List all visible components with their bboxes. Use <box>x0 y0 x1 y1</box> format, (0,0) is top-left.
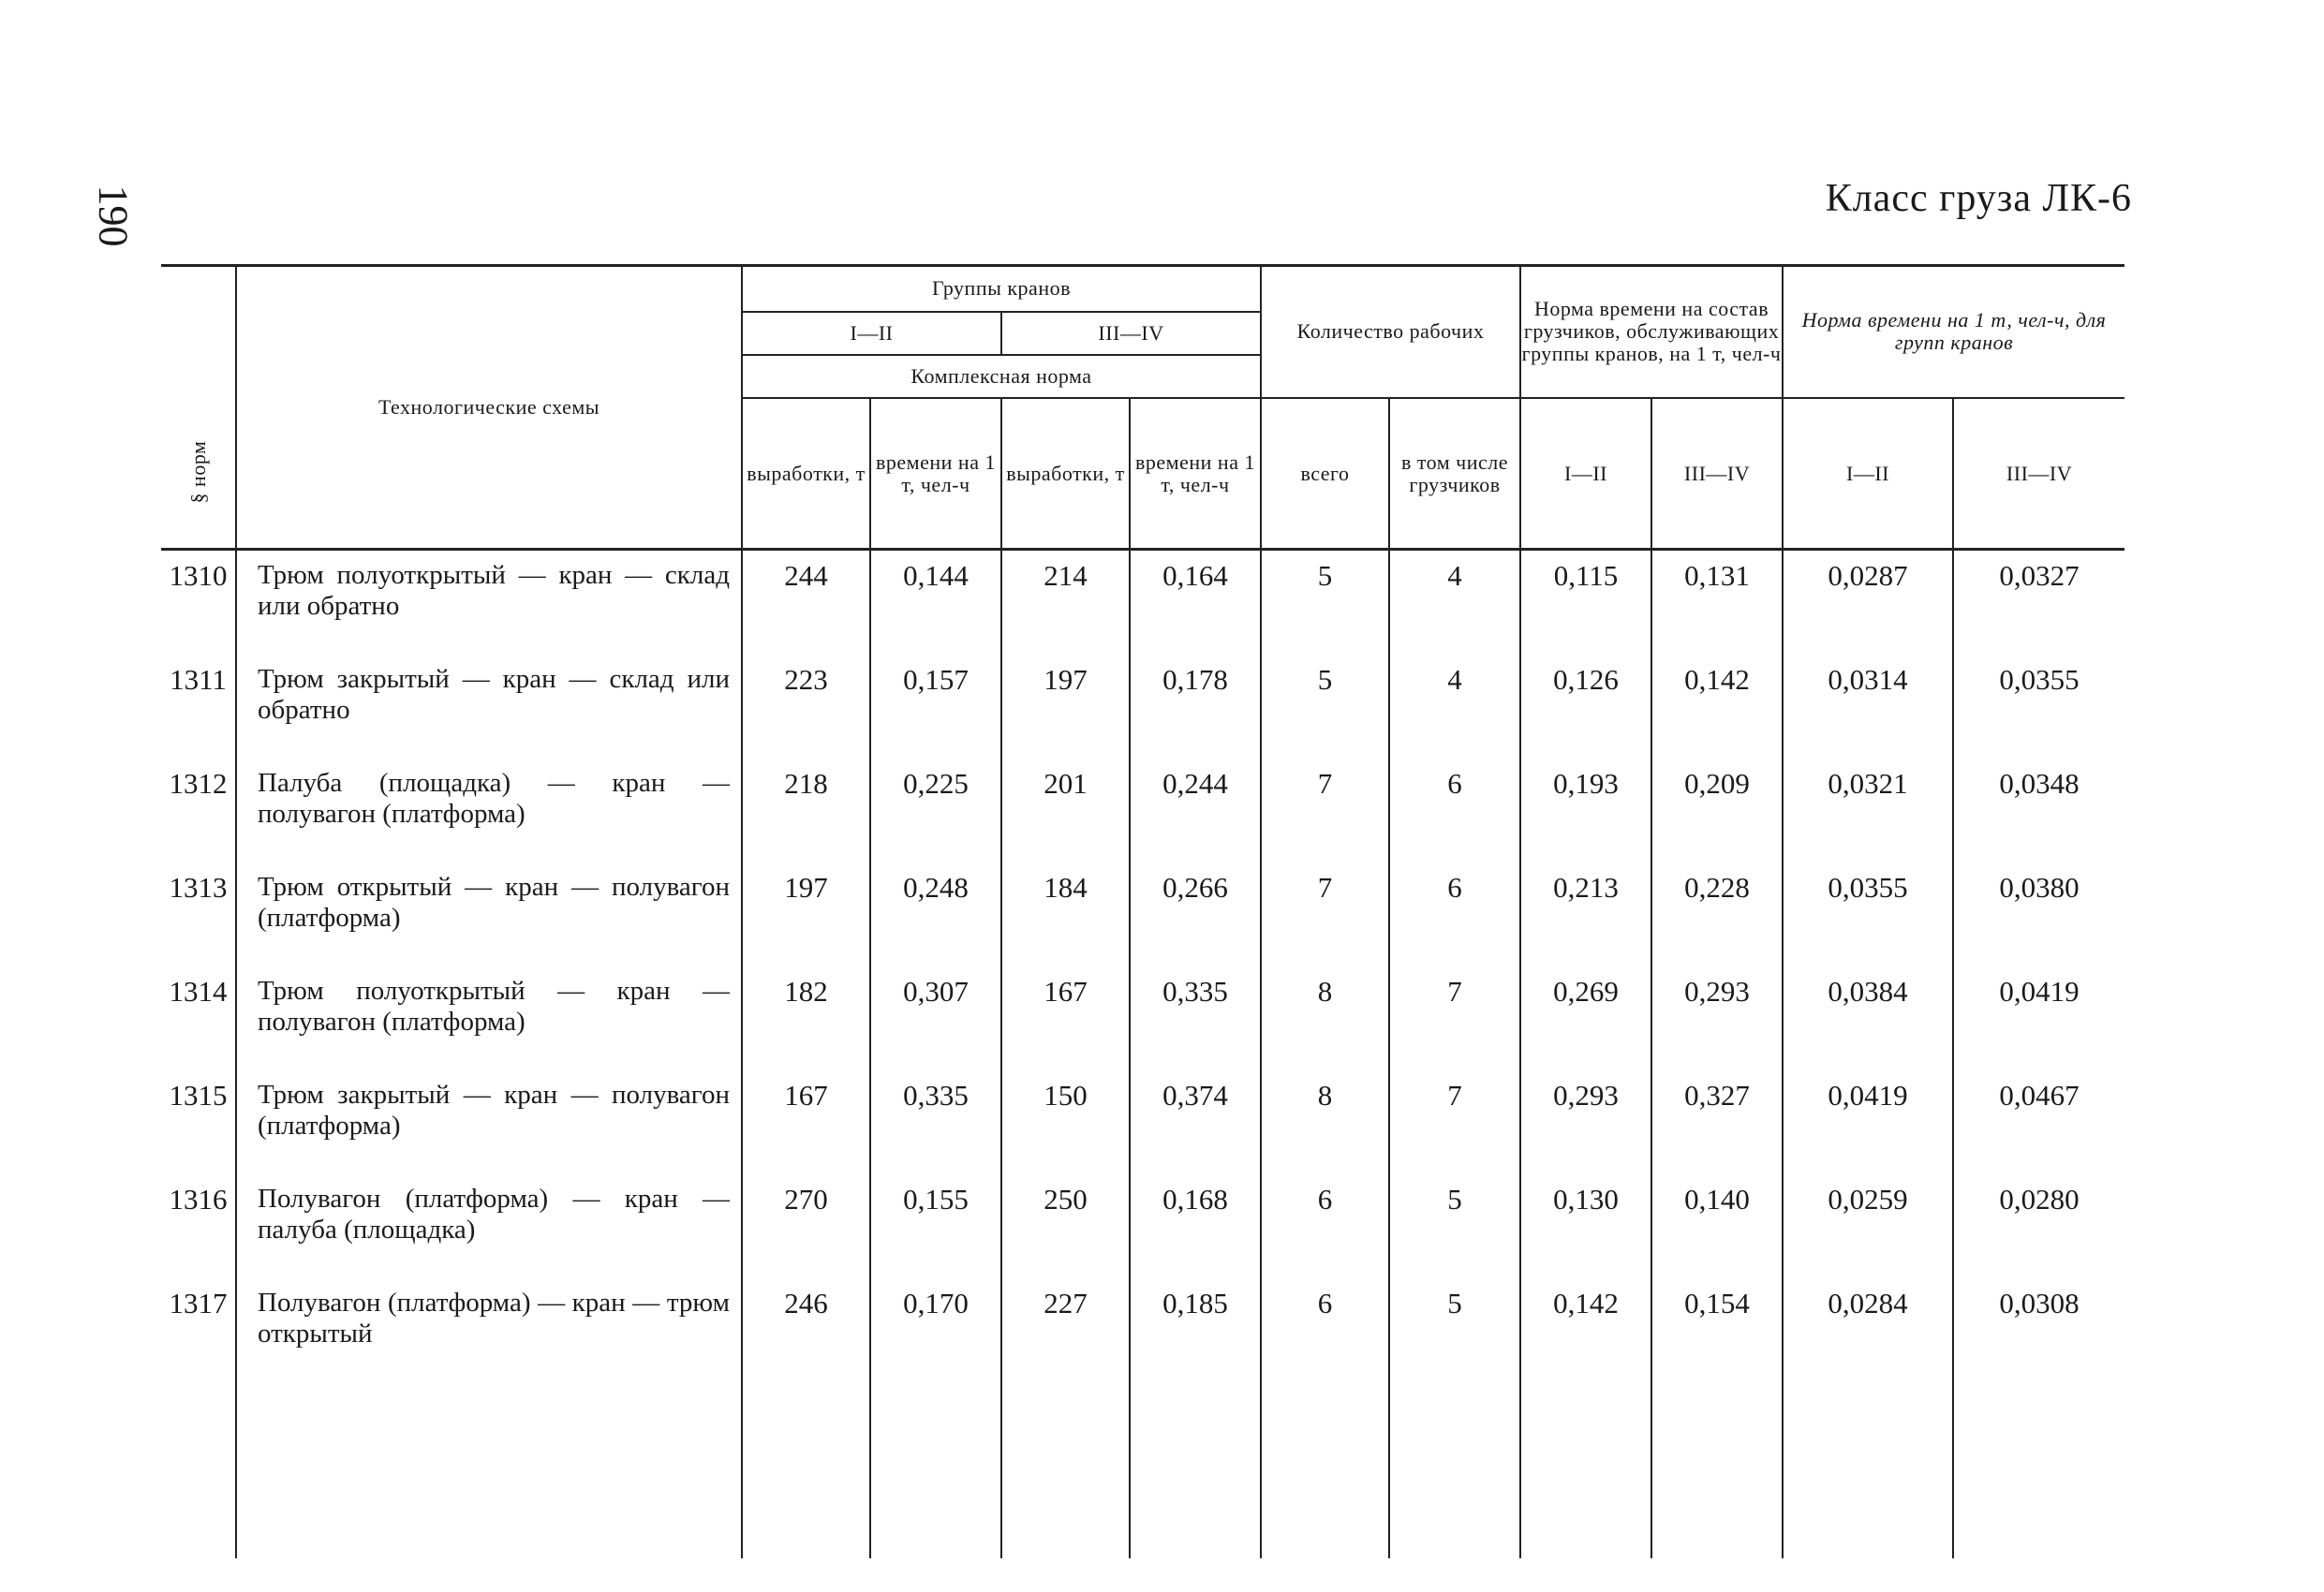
header-time-norm-g1: I—II <box>1783 398 1953 549</box>
time-g1: 0,157 <box>870 653 1001 757</box>
time-norm-g1: 0,0314 <box>1783 653 1953 757</box>
output-g2: 214 <box>1001 549 1130 653</box>
time-norm-g1: 0,0284 <box>1783 1276 1953 1380</box>
time-g1: 0,335 <box>870 1069 1001 1172</box>
header-output-g1: выработки, т <box>742 398 870 549</box>
loader-norm-g1: 0,213 <box>1520 861 1651 965</box>
header-complex-norm: Комплексная норма <box>742 355 1261 398</box>
table-body <box>161 549 2124 1558</box>
workers-total: 8 <box>1261 1069 1389 1172</box>
norm-number: 1315 <box>169 1079 228 1112</box>
output-g1: 244 <box>742 549 870 653</box>
time-g1: 0,144 <box>870 549 1001 653</box>
workers-total: 5 <box>1261 653 1389 757</box>
workers-total: 8 <box>1261 965 1389 1069</box>
workers-total: 5 <box>1261 549 1389 653</box>
norms-table <box>161 266 2124 1558</box>
scheme: Трюм полуоткрытый — кран — полувагон (платформа) <box>236 965 742 1069</box>
norm-number: 1314 <box>169 975 228 1008</box>
time-norm-g2: 0,0327 <box>1953 549 2124 653</box>
output-g2: 167 <box>1001 965 1130 1069</box>
page-number: 190 <box>90 184 137 247</box>
workers-total: 6 <box>1261 1276 1389 1380</box>
output-g1: 182 <box>742 965 870 1069</box>
time-g2: 0,374 <box>1130 1069 1261 1172</box>
time-g2: 0,178 <box>1130 653 1261 757</box>
time-norm-g1: 0,0259 <box>1783 1172 1953 1276</box>
table-row <box>161 965 2124 1069</box>
table-filler-row <box>161 1380 2124 1558</box>
table-header <box>161 266 2124 549</box>
norm-number: 1317 <box>169 1287 228 1319</box>
time-g2: 0,244 <box>1130 757 1261 861</box>
time-norm-g2: 0,0280 <box>1953 1172 2124 1276</box>
loader-norm-g2: 0,154 <box>1651 1276 1783 1380</box>
norm-number: 1310 <box>169 559 228 592</box>
header-group-1: I—II <box>742 312 1001 355</box>
table-row <box>161 757 2124 861</box>
scheme: Полувагон (платформа) — кран — трюм открытый <box>236 1276 742 1380</box>
table-row <box>161 549 2124 653</box>
time-norm-g1: 0,0384 <box>1783 965 1953 1069</box>
output-g2: 201 <box>1001 757 1130 861</box>
workers-loaders: 7 <box>1389 1069 1520 1172</box>
time-g2: 0,168 <box>1130 1172 1261 1276</box>
table-row <box>161 1069 2124 1172</box>
header-bottom-rule <box>161 548 2124 551</box>
time-norm-g2: 0,0467 <box>1953 1069 2124 1172</box>
workers-loaders: 4 <box>1389 653 1520 757</box>
scheme: Трюм закрытый — кран — полувагон (платформа) <box>236 1069 742 1172</box>
time-g1: 0,155 <box>870 1172 1001 1276</box>
output-g1: 218 <box>742 757 870 861</box>
header-technological-schemes: Технологические схемы <box>236 266 742 549</box>
output-g1: 167 <box>742 1069 870 1172</box>
output-g1: 246 <box>742 1276 870 1380</box>
loader-norm-g1: 0,293 <box>1520 1069 1651 1172</box>
time-g1: 0,248 <box>870 861 1001 965</box>
norm-number: 1313 <box>169 871 228 904</box>
header-norm-number: § норм <box>185 440 210 504</box>
scheme: Трюм открытый — кран — полувагон (платформа) <box>236 861 742 965</box>
time-norm-g2: 0,0419 <box>1953 965 2124 1069</box>
time-g2: 0,335 <box>1130 965 1261 1069</box>
time-g1: 0,170 <box>870 1276 1001 1380</box>
loader-norm-g2: 0,293 <box>1651 965 1783 1069</box>
workers-loaders: 5 <box>1389 1276 1520 1380</box>
loader-norm-g1: 0,142 <box>1520 1276 1651 1380</box>
time-g2: 0,185 <box>1130 1276 1261 1380</box>
header-workers-count: Количество рабочих <box>1261 266 1520 398</box>
loader-norm-g2: 0,131 <box>1651 549 1783 653</box>
header-time-norm-g2: III—IV <box>1953 398 2124 549</box>
loader-norm-g1: 0,269 <box>1520 965 1651 1069</box>
norm-number: 1316 <box>169 1183 228 1216</box>
time-norm-g2: 0,0355 <box>1953 653 2124 757</box>
scheme: Палуба (площадка) — кран — полувагон (платформа) <box>236 757 742 861</box>
workers-total: 7 <box>1261 757 1389 861</box>
time-norm-g1: 0,0321 <box>1783 757 1953 861</box>
workers-loaders: 6 <box>1389 757 1520 861</box>
output-g2: 250 <box>1001 1172 1130 1276</box>
output-g1: 270 <box>742 1172 870 1276</box>
page-title: Класс груза ЛК-6 <box>1825 177 2132 220</box>
workers-total: 6 <box>1261 1172 1389 1276</box>
output-g1: 223 <box>742 653 870 757</box>
workers-loaders: 6 <box>1389 861 1520 965</box>
header-time-g1: времени на 1 т, чел-ч <box>870 398 1001 549</box>
loader-norm-g1: 0,126 <box>1520 653 1651 757</box>
time-norm-g1: 0,0419 <box>1783 1069 1953 1172</box>
table-row <box>161 1276 2124 1380</box>
time-norm-g1: 0,0287 <box>1783 549 1953 653</box>
time-g2: 0,266 <box>1130 861 1261 965</box>
workers-loaders: 5 <box>1389 1172 1520 1276</box>
time-norm-g2: 0,0380 <box>1953 861 2124 965</box>
norm-number: 1311 <box>170 663 227 696</box>
header-loader-time-norm: Норма времени на состав грузчиков, обслуживающих группы кранов, на 1 т, чел-ч <box>1520 266 1783 398</box>
time-g1: 0,307 <box>870 965 1001 1069</box>
loader-norm-g2: 0,327 <box>1651 1069 1783 1172</box>
loader-norm-g1: 0,115 <box>1520 549 1651 653</box>
scheme: Трюм полуоткрытый — кран — склад или обратно <box>236 549 742 653</box>
header-crane-groups: Группы кранов <box>742 266 1261 312</box>
table-row <box>161 1172 2124 1276</box>
table-row <box>161 861 2124 965</box>
output-g2: 227 <box>1001 1276 1130 1380</box>
output-g2: 184 <box>1001 861 1130 965</box>
header-loader-norm-g1: I—II <box>1520 398 1651 549</box>
workers-loaders: 7 <box>1389 965 1520 1069</box>
header-workers-total: всего <box>1261 398 1389 549</box>
time-norm-g1: 0,0355 <box>1783 861 1953 965</box>
header-time-norm-per-ton: Норма времени на 1 т, чел-ч, для групп кранов <box>1783 266 2124 398</box>
loader-norm-g1: 0,193 <box>1520 757 1651 861</box>
time-norm-g2: 0,0348 <box>1953 757 2124 861</box>
header-loader-norm-g2: III—IV <box>1651 398 1783 549</box>
scheme: Трюм закрытый — кран — склад или обратно <box>236 653 742 757</box>
workers-total: 7 <box>1261 861 1389 965</box>
header-group-2: III—IV <box>1001 312 1261 355</box>
header-output-g2: выработки, т <box>1001 398 1130 549</box>
header-time-g2: времени на 1 т, чел-ч <box>1130 398 1261 549</box>
norm-number: 1312 <box>169 767 228 800</box>
time-g1: 0,225 <box>870 757 1001 861</box>
loader-norm-g2: 0,209 <box>1651 757 1783 861</box>
header-workers-loaders: в том числе грузчиков <box>1389 398 1520 549</box>
output-g2: 197 <box>1001 653 1130 757</box>
loader-norm-g2: 0,142 <box>1651 653 1783 757</box>
output-g2: 150 <box>1001 1069 1130 1172</box>
output-g1: 197 <box>742 861 870 965</box>
time-norm-g2: 0,0308 <box>1953 1276 2124 1380</box>
table-row <box>161 653 2124 757</box>
scheme: Полувагон (платформа) — кран — палуба (площадка) <box>236 1172 742 1276</box>
loader-norm-g2: 0,140 <box>1651 1172 1783 1276</box>
workers-loaders: 4 <box>1389 549 1520 653</box>
loader-norm-g2: 0,228 <box>1651 861 1783 965</box>
loader-norm-g1: 0,130 <box>1520 1172 1651 1276</box>
time-g2: 0,164 <box>1130 549 1261 653</box>
